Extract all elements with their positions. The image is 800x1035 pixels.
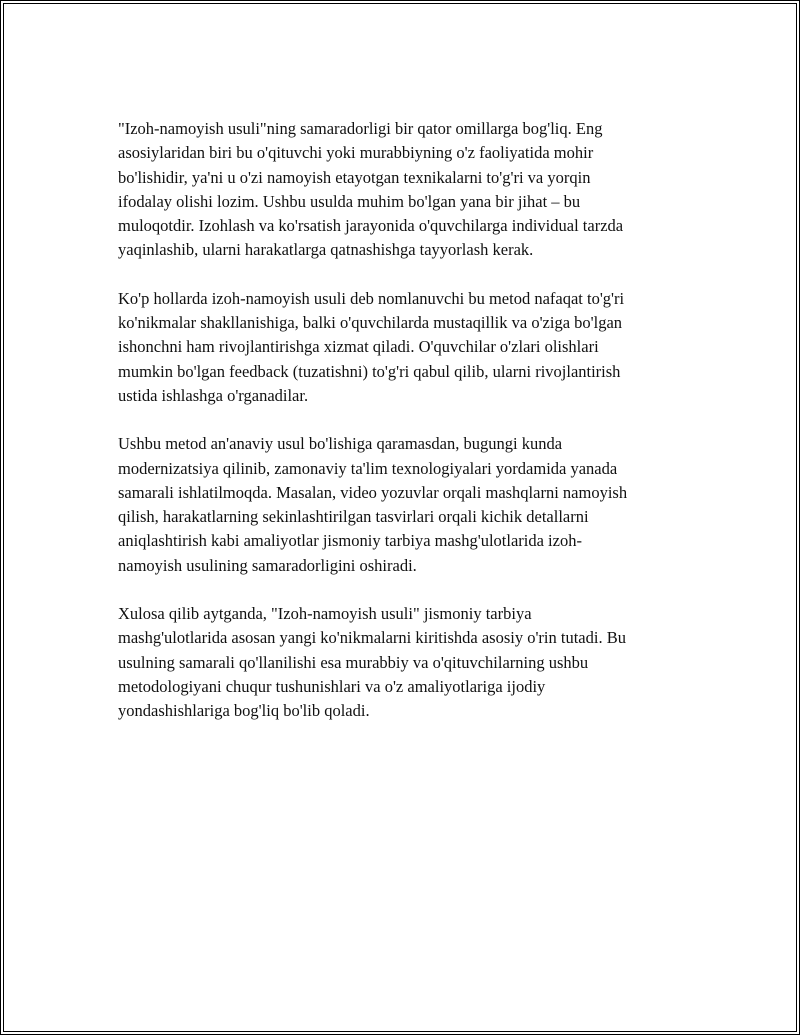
document-body (118, 117, 698, 748)
paragraph-line: yaqinlashib, ularni harakatlarga qatnashishga tayyorlash kerak. (118, 240, 534, 260)
paragraph-line: modernizatsiya qilinib, zamonaviy ta'lim texnologiyalari yordamida yanada (118, 458, 618, 478)
paragraph-line: samarali ishlatilmoqda. Masalan, video yozuvlar orqali mashqlarni namoyish (118, 482, 628, 502)
paragraph-line: ifodalay olishi lozim. Ushbu usulda muhim bo'lgan yana bir jihat – bu (118, 191, 581, 211)
paragraph-1 (118, 117, 698, 263)
paragraph-line: mumkin bo'lgan feedback (tuzatishni) to'g'ri qabul qilib, ularni rivojlantirish (118, 361, 621, 381)
paragraph-line: qilish, harakatlarning sekinlashtirilgan tasvirlari orqali kichik detallarni (118, 507, 589, 527)
paragraph-line: Xulosa qilib aytganda, "Izoh-namoyish usuli" jismoniy tarbiya (118, 604, 532, 624)
paragraph-line: bo'lishidir, ya'ni u o'zi namoyish etayotgan texnikalarni to'g'ri va yorqin (118, 167, 591, 187)
paragraph-line: ishonchni ham rivojlantirishga xizmat qiladi. O'quvchilar o'zlari olishlari (118, 337, 599, 357)
paragraph-2 (118, 287, 698, 408)
paragraph-line: Ushbu metod an'anaviy usul bo'lishiga qaramasdan, bugungi kunda (118, 434, 563, 454)
paragraph-line: asosiylaridan biri bu o'qituvchi yoki murabbiyning o'z faoliyatida mohir (118, 143, 594, 163)
paragraph-3 (118, 432, 698, 578)
paragraph-line: muloqotdir. Izohlash va ko'rsatish jarayonida o'quvchilarga individual tarzda (118, 216, 624, 236)
paragraph-line: Ko'p hollarda izoh-namoyish usuli deb nomlanuvchi bu metod nafaqat to'g'ri (118, 288, 625, 308)
paragraph-4 (118, 602, 698, 723)
paragraph-line: aniqlashtirish kabi amaliyotlar jismoniy tarbiya mashg'ulotlarida izoh- (118, 531, 582, 551)
paragraph-line: usulning samarali qo'llanilishi esa murabbiy va o'qituvchilarning ushbu (118, 652, 589, 672)
paragraph-line: yondashishlariga bog'liq bo'lib qoladi. (118, 701, 370, 721)
paragraph-line: ustida ishlashga o'rganadilar. (118, 385, 309, 405)
paragraph-line: namoyish usulining samaradorligini oshiradi. (118, 555, 417, 575)
paragraph-line: "Izoh-namoyish usuli"ning samaradorligi bir qator omillarga bog'liq. Eng (118, 119, 603, 138)
paragraph-line: ko'nikmalar shakllanishiga, balki o'quvchilarda mustaqillik va o'ziga bo'lgan (118, 313, 623, 333)
paragraph-line: metodologiyani chuqur tushunishlari va o'z amaliyotlariga ijodiy (118, 676, 546, 696)
paragraph-line: mashg'ulotlarida asosan yangi ko'nikmalarni kiritishda asosiy o'rin tutadi. Bu (118, 628, 626, 648)
